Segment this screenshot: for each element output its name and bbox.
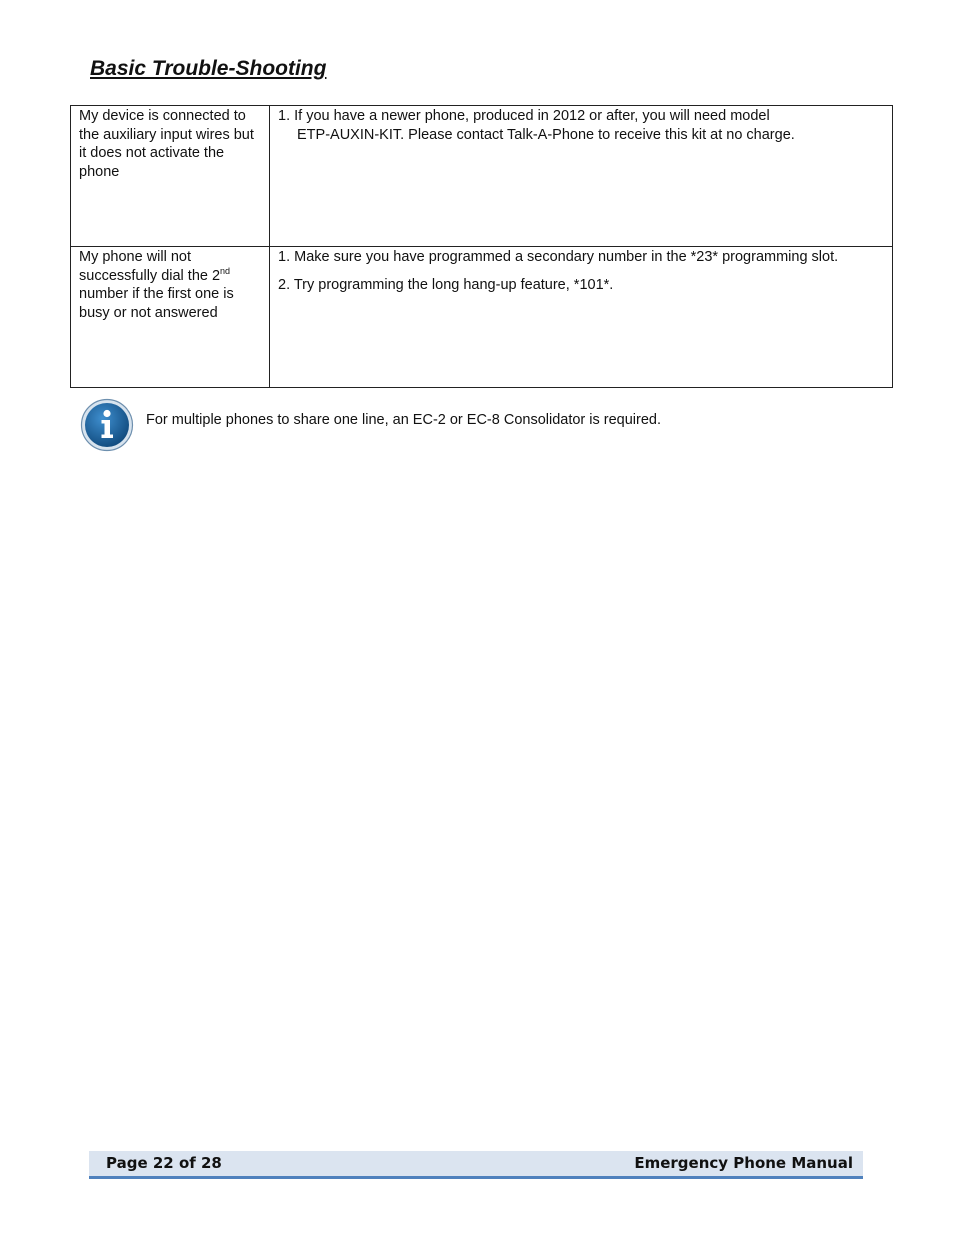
problem-text-part: My phone will not successfully dial the 2	[79, 249, 221, 284]
problem-text-part: number if the first one is busy or not answered	[79, 286, 234, 321]
manual-title: Emergency Phone Manual	[634, 1154, 853, 1172]
solution-step	[278, 107, 884, 144]
solution-cell	[270, 106, 893, 247]
problem-text	[71, 247, 269, 322]
page-footer	[89, 1151, 863, 1179]
solution-step-continuation: ETP-AUXIN-KIT. Please contact Talk-A-Phone to receive this kit at no charge.	[297, 126, 795, 143]
solution-step: 1. Make sure you have programmed a secondary number in the *23* programming slot.	[278, 249, 839, 265]
info-icon	[80, 398, 134, 452]
problem-cell	[71, 247, 270, 388]
page-title: Basic Trouble-Shooting	[90, 57, 327, 80]
note-text: For multiple phones to share one line, an EC-2 or EC-8 Consolidator is required.	[146, 412, 662, 428]
problem-text: My device is connected to the auxiliary input wires but it does not activate the phone	[79, 108, 254, 180]
page-number: Page 22 of 28	[106, 1154, 222, 1172]
table-row	[71, 106, 893, 247]
solution-cell	[270, 247, 893, 388]
ordinal-suffix: nd	[220, 265, 231, 276]
solution-step-text: 1. If you have a newer phone, produced in 2012 or after, you will need model	[278, 108, 770, 124]
troubleshooting-table	[70, 105, 893, 388]
solution-step: 2. Try programming the long hang-up feature, *101*.	[278, 276, 614, 293]
problem-cell	[71, 106, 270, 247]
table-row	[71, 247, 893, 388]
